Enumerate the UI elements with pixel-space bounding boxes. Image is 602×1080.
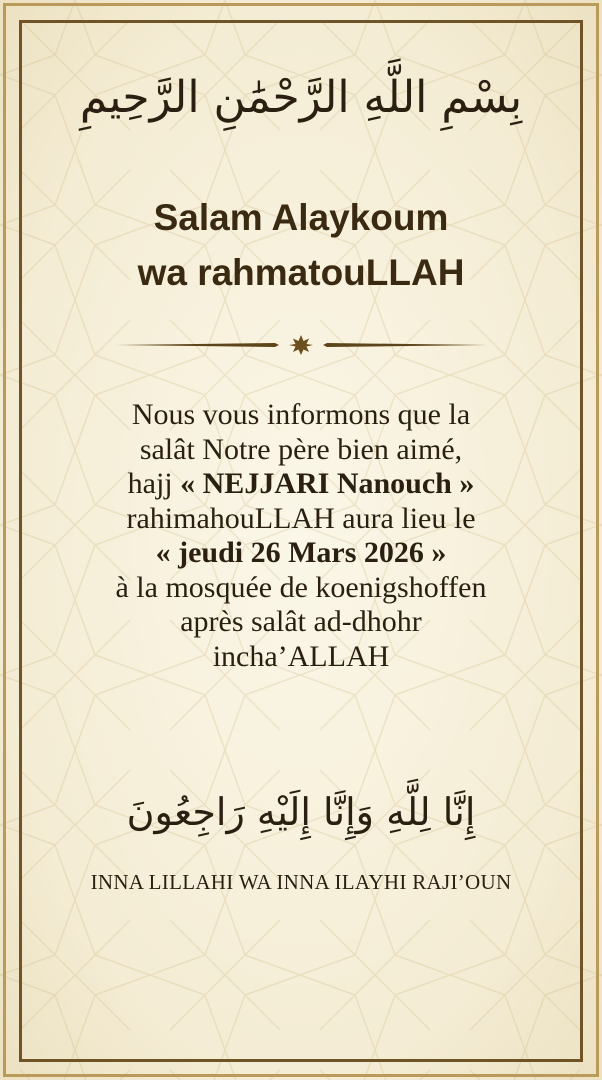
announcement-line: incha’ALLAH bbox=[212, 639, 390, 673]
announcement-line: salât Notre père bien aimé, bbox=[139, 432, 463, 466]
star-icon bbox=[289, 335, 313, 355]
greeting-line-2: wa rahmatouLLAH bbox=[137, 252, 465, 293]
transliteration: INNA LILLAHI WA INNA ILAYHI RAJI’OUN bbox=[90, 870, 512, 894]
event-location: à la mosquée de koenigshoffen bbox=[115, 570, 487, 604]
bismillah-calligraphy: بِسْمِ اللَّهِ الرَّحْمَٰنِ الرَّحِيمِ bbox=[79, 72, 523, 123]
announcement-line: Nous vous informons que la bbox=[131, 398, 471, 431]
deceased-name: « NEJJARI Nanouch » bbox=[180, 467, 475, 500]
greeting-line-1: Salam Alaykoum bbox=[153, 197, 449, 238]
greeting-title bbox=[0, 190, 602, 300]
event-date: « jeudi 26 Mars 2026 » bbox=[155, 536, 447, 569]
arabic-verse: إِنَّا لِلَّهِ وَإِنَّا إِلَيْهِ رَاجِعُونَ bbox=[126, 790, 476, 834]
announcement-line: rahimahouLLAH aura lieu le bbox=[126, 501, 476, 535]
ornamental-divider bbox=[115, 334, 487, 356]
event-time: après salât ad-dhohr bbox=[180, 605, 422, 638]
hajj-prefix: hajj bbox=[127, 467, 181, 500]
announcement-text bbox=[0, 398, 602, 674]
announcement-line bbox=[0, 467, 602, 502]
